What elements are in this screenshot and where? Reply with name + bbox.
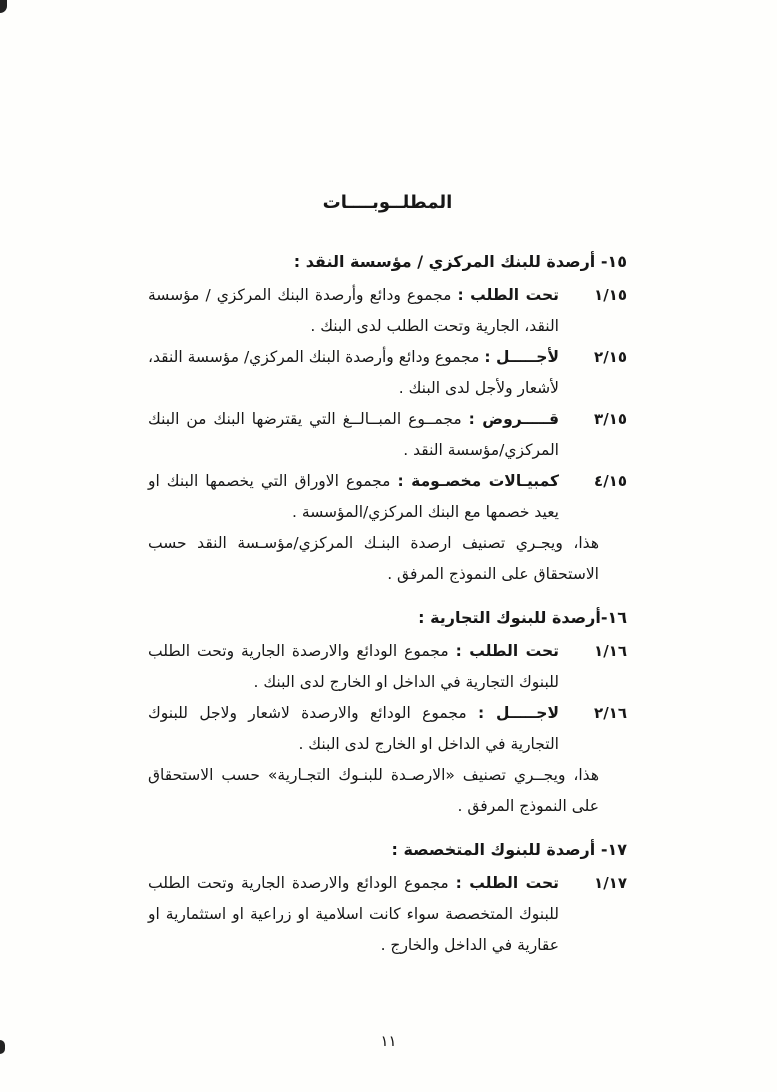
section-16 xyxy=(148,602,627,822)
item-body: مجموع الودائع والارصدة الجارية وتحت الطلب للبنوك التجارية في الداخل او الخارج لدى البنك . xyxy=(148,642,559,691)
item-text xyxy=(148,698,559,760)
item-lead: تحت الطلب : xyxy=(457,286,560,304)
item-number: ١/١٦ xyxy=(594,642,627,660)
section-15-note: هذا، ويجـري تصنيف ارصدة البنـك المركزي/مؤسـسة النقد حسب الاستحقاق على النموذج المرفق . xyxy=(148,534,599,583)
section-17-heading: ١٧- أرصدة للبنوك المتخصصة : xyxy=(391,840,627,859)
section-16-note: هذا، ويجــري تصنيف «الارصـدة للبنـوك التجـارية» حسب الاستحقاق على النموذج المرفق . xyxy=(148,766,599,815)
item-15-3 xyxy=(148,404,627,466)
item-text xyxy=(148,280,559,342)
item-body: مجموع ودائع وأرصدة البنك المركزي / مؤسسة النقد، الجارية وتحت الطلب لدى البنك . xyxy=(148,286,559,335)
item-body: مجموع الودائع والارصدة لاشعار ولاجل للبنوك التجارية في الداخل او الخارج لدى البنك . xyxy=(148,704,559,753)
item-text xyxy=(148,342,559,404)
item-number: ١/١٧ xyxy=(594,874,627,892)
item-text xyxy=(148,404,559,466)
item-number: ٤/١٥ xyxy=(594,472,627,490)
item-number: ٣/١٥ xyxy=(594,410,627,428)
section-15 xyxy=(148,246,627,590)
item-17-1 xyxy=(148,868,627,961)
item-number: ١/١٥ xyxy=(594,286,627,304)
item-body: مجمــوع المبــالــغ التي يقترضها البنك من البنك المركزي/مؤسسة النقد . xyxy=(148,410,559,459)
item-lead: تحت الطلب : xyxy=(455,642,559,660)
item-lead: لاجـــــل : xyxy=(477,704,559,722)
item-number: ٢/١٥ xyxy=(594,348,627,366)
item-lead: تحت الطلب : xyxy=(455,874,559,892)
item-text xyxy=(148,466,559,528)
section-15-heading: ١٥- أرصدة للبنك المركزي / مؤسسة النقد : xyxy=(293,252,627,271)
item-lead: لأجـــــل : xyxy=(484,348,559,366)
item-body: مجموع الاوراق التي يخصمها البنك او يعيد خصمها مع البنك المركزي/المؤسسة . xyxy=(148,472,559,521)
item-15-4 xyxy=(148,466,627,528)
item-text xyxy=(148,636,559,698)
item-15-2 xyxy=(148,342,627,404)
item-body: مجموع ودائع وأرصدة البنك المركزي/ مؤسسة النقد، لأشعار ولأجل لدى البنك . xyxy=(147,348,559,397)
page-title: المطلــوبــــات xyxy=(322,192,453,213)
item-text xyxy=(148,868,559,961)
item-number: ٢/١٦ xyxy=(594,704,627,722)
item-lead: كمبيـالات مخصـومة : xyxy=(397,472,560,490)
item-15-1 xyxy=(148,280,627,342)
section-16-heading: ١٦-أرصدة للبنوك التجارية : xyxy=(418,608,627,627)
item-body: مجموع الودائع والارصدة الجارية وتحت الطلب للبنوك المتخصصة سواء كانت اسلامية او زراعية او استثمارية او عقارية في الداخل والخارج . xyxy=(148,874,559,954)
item-lead: قـــــروض : xyxy=(468,410,559,428)
page-number: ١١ xyxy=(380,1032,397,1050)
item-16-2 xyxy=(148,698,627,760)
section-17 xyxy=(148,834,627,961)
item-16-1 xyxy=(148,636,627,698)
